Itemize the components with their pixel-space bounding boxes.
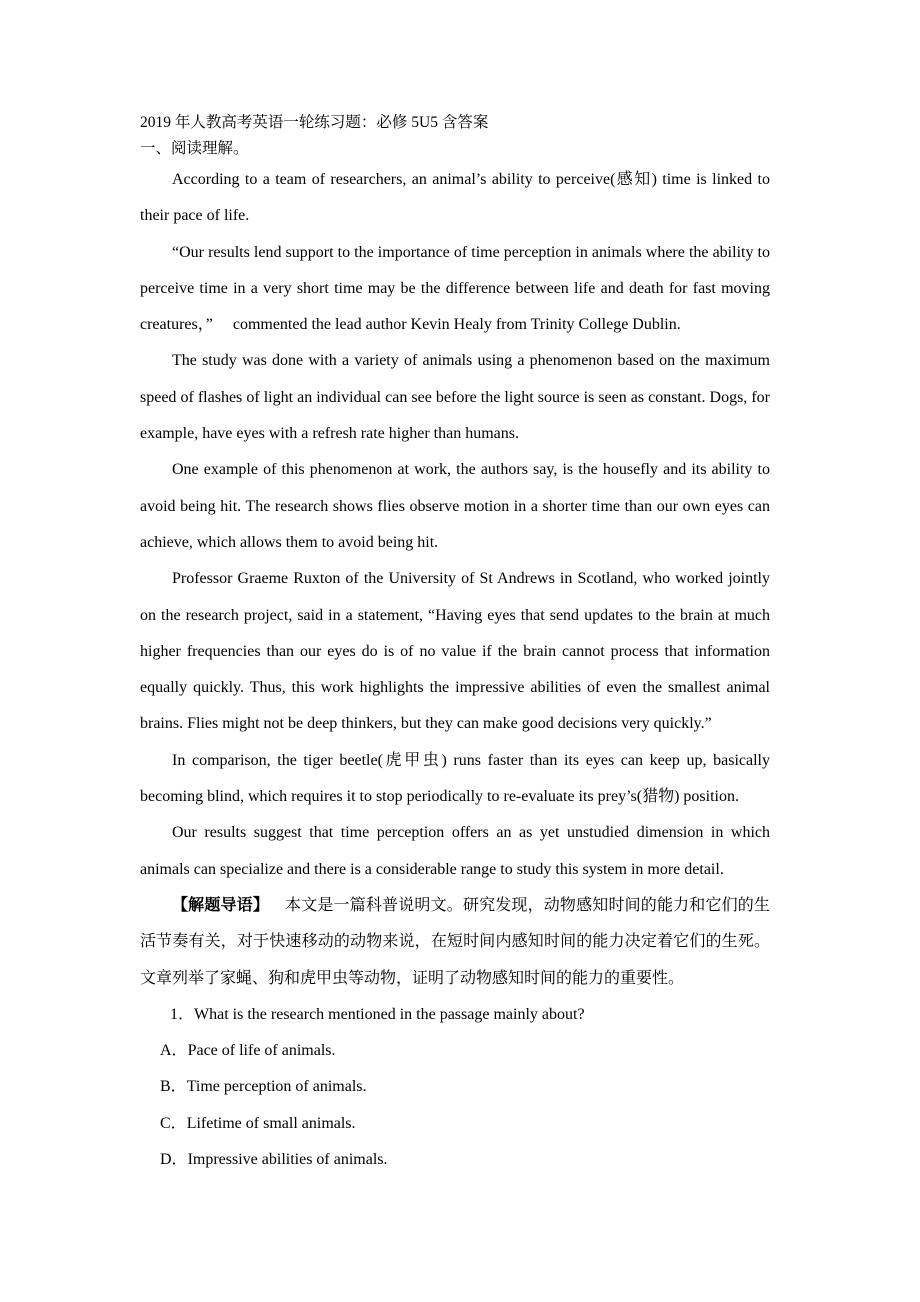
passage-paragraph: In comparison, the tiger beetle(虎甲虫) runs faster than its eyes can keep up, basically becoming blind, which requires it to stop periodically to re-evaluate its prey’s(猎物) position. bbox=[140, 751, 770, 806]
option-letter: D． bbox=[160, 1151, 188, 1169]
passage-paragraph: The study was done with a variety of animals using a phenomenon based on the maximum speed of flashes of light an individual can see before the light source is seen as constant. Dogs, for example, have eyes with a refresh rate higher than humans. bbox=[140, 352, 770, 443]
option-b bbox=[140, 1069, 770, 1105]
passage-paragraph: One example of this phenomenon at work, the authors say, is the housefly and its ability to avoid being hit. The research shows flies observe motion in a shorter time than our own eyes can achieve, which allows them to avoid being hit. bbox=[140, 461, 770, 551]
option-text: Lifetime of small animals. bbox=[186, 1114, 356, 1132]
guide-note bbox=[140, 888, 770, 997]
option-a bbox=[140, 1033, 770, 1069]
option-d bbox=[140, 1142, 770, 1178]
option-letter: A． bbox=[160, 1042, 188, 1060]
question-number: 1． bbox=[170, 1005, 195, 1023]
document-content bbox=[140, 110, 770, 1178]
question-text: What is the research mentioned in the passage mainly about? bbox=[194, 1005, 585, 1023]
option-c bbox=[140, 1106, 770, 1142]
option-text: Time perception of animals. bbox=[186, 1078, 367, 1096]
guide-label: 【解题导语】 bbox=[172, 896, 270, 914]
passage-paragraph: Professor Graeme Ruxton of the University of St Andrews in Scotland, who worked jointly on the research project, said in a statement, “Having eyes that send updates to the brain at much higher frequencies than our eyes do is of no value if the brain cannot process that information equally quickly. Thus, this work highlights the impressive abilities of even the smallest animal brains. Flies might not be deep thinkers, but they can make good decisions very quickly.” bbox=[140, 570, 770, 733]
option-text: Impressive abilities of animals. bbox=[187, 1151, 388, 1169]
page-title: 2019 年人教高考英语一轮练习题：必修 5U5 含答案 bbox=[140, 114, 489, 131]
passage-paragraph: Our results suggest that time perception offers an as yet unstudied dimension in which animals can specialize and there is a considerable range to study this system in more detail. bbox=[140, 824, 770, 878]
guide-text: 本文是一篇科普说明文。研究发现，动物感知时间的能力和它们的生活节奏有关，对于快速移动的动物来说，在短时间内感知时间的能力决定着它们的生死。文章列举了家蝇、狗和虎甲虫等动物，证明了动物感知时间的能力的重要性。 bbox=[140, 896, 770, 987]
option-letter: C． bbox=[160, 1114, 187, 1132]
option-letter: B． bbox=[160, 1078, 187, 1096]
question-1 bbox=[140, 997, 770, 1033]
option-text: Pace of life of animals. bbox=[187, 1042, 336, 1060]
section-heading: 一、阅读理解。 bbox=[140, 140, 249, 157]
passage-paragraph: “Our results lend support to the importance of time perception in animals where the ability to perceive time in a very short time may be the difference between life and death for fast moving creatures，” commented the lead author Kevin Healy from Trinity College Dublin. bbox=[140, 243, 770, 334]
passage-paragraph: According to a team of researchers, an animal’s ability to perceive(感知) time is linked to their pace of life. bbox=[140, 171, 770, 225]
